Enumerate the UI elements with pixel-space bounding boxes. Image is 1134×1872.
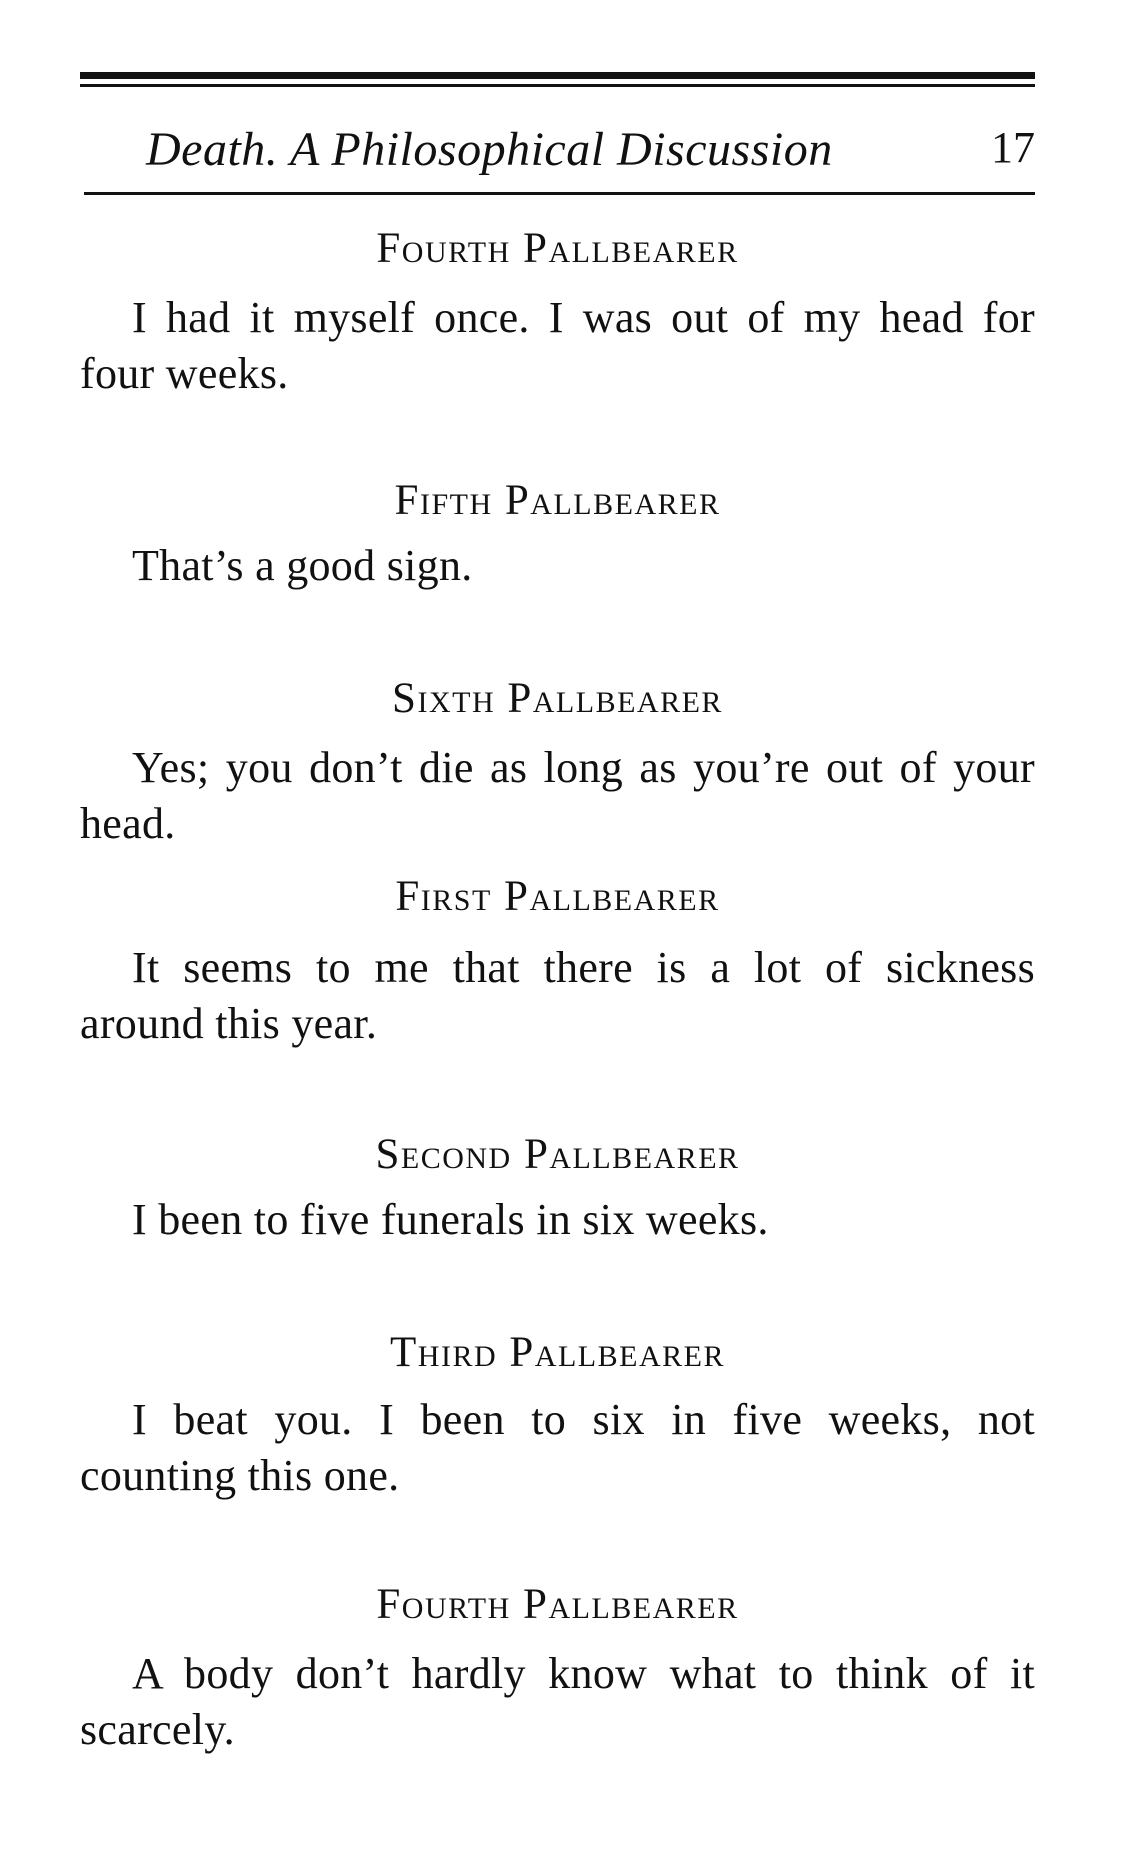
page-number: 17 <box>991 123 1035 172</box>
running-title: Death. A Philosophical Discussion <box>146 123 833 176</box>
speaker-name: Fourth Pallbearer <box>376 225 739 272</box>
speech-text: Yes; you don’t die as long as you’re out of your head. <box>80 743 1035 848</box>
speaker-name: Sixth Pallbearer <box>392 675 723 722</box>
speech-text: I been to five funerals in six weeks. <box>132 1195 769 1244</box>
speaker-name: Third Pallbearer <box>390 1329 725 1376</box>
top-thin-rule <box>80 84 1035 87</box>
speech-text: I beat you. I been to six in five weeks, not counting this one. <box>80 1395 1035 1500</box>
speaker-name: Second Pallbearer <box>375 1131 740 1178</box>
speaker-name: First Pallbearer <box>395 873 720 920</box>
top-thick-rule <box>80 72 1035 79</box>
speech-text: A body don’t hardly know what to think of it scarcely. <box>80 1649 1035 1754</box>
speech-text: That’s a good sign. <box>132 541 473 590</box>
top-double-rule <box>80 72 1035 90</box>
speech-text: It seems to me that there is a lot of sickness around this year. <box>80 943 1035 1048</box>
speech-text: I had it myself once. I was out of my head for four weeks. <box>80 293 1035 398</box>
running-head <box>80 112 1035 202</box>
speaker-name: Fourth Pallbearer <box>376 1581 739 1628</box>
speaker-name: Fifth Pallbearer <box>394 477 721 524</box>
header-underline-rule <box>84 192 1035 195</box>
